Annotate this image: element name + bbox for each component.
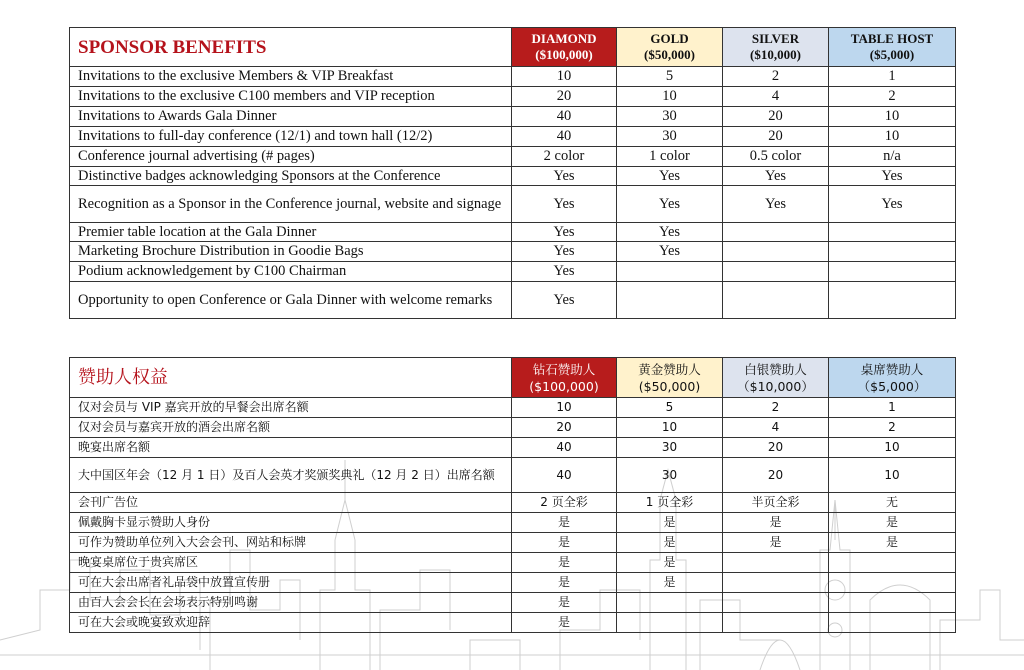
benefit-label: 可作为赞助单位列入大会会刊、网站和标牌 (70, 533, 512, 553)
value-diamond: 40 (512, 458, 617, 493)
benefit-label: 会刊广告位 (70, 493, 512, 513)
table-header-row (70, 358, 956, 398)
value-silver (723, 282, 829, 319)
benefit-label: 仅对会员与 VIP 嘉宾开放的早餐会出席名额 (70, 398, 512, 418)
value-diamond: 40 (512, 127, 617, 147)
table-body (70, 398, 956, 633)
benefit-label: 晚宴桌席位于贵宾席区 (70, 553, 512, 573)
value-silver: 4 (723, 418, 829, 438)
table-row (70, 513, 956, 533)
value-gold (617, 593, 723, 613)
benefit-label: Premier table location at the Gala Dinner (70, 223, 512, 242)
value-diamond: 10 (512, 398, 617, 418)
value-table-host (829, 223, 956, 242)
benefit-label: 由百人会会长在会场表示特别鸣谢 (70, 593, 512, 613)
value-gold: 5 (617, 67, 723, 87)
value-diamond: 是 (512, 613, 617, 633)
value-silver (723, 553, 829, 573)
value-diamond: Yes (512, 262, 617, 282)
value-table-host (829, 282, 956, 319)
value-gold (617, 613, 723, 633)
value-table-host: 2 (829, 87, 956, 107)
value-table-host (829, 242, 956, 262)
value-gold: Yes (617, 242, 723, 262)
value-silver: 是 (723, 533, 829, 553)
table-row (70, 613, 956, 633)
value-silver: 20 (723, 458, 829, 493)
benefit-label: 晚宴出席名额 (70, 438, 512, 458)
tier-price: ($50,000) (638, 378, 701, 394)
benefit-label: Invitations to the exclusive C100 members and VIP reception (70, 87, 512, 107)
table-row (70, 418, 956, 438)
value-gold: 30 (617, 458, 723, 493)
value-gold: 30 (617, 438, 723, 458)
table-row (70, 127, 956, 147)
benefit-label: Invitations to the exclusive Members & VIP Breakfast (70, 67, 512, 87)
value-table-host (829, 573, 956, 593)
value-silver (723, 223, 829, 242)
table-row (70, 398, 956, 418)
value-diamond: 是 (512, 513, 617, 533)
value-diamond: 是 (512, 553, 617, 573)
tier-price: （$5,000） (857, 378, 927, 394)
value-table-host: Yes (829, 167, 956, 186)
table-row (70, 458, 956, 493)
value-table-host: 10 (829, 107, 956, 127)
value-table-host: 无 (829, 493, 956, 513)
value-table-host (829, 593, 956, 613)
value-table-host (829, 262, 956, 282)
tier-price: ($5,000) (869, 47, 915, 62)
sponsor-benefits-table-chinese (69, 357, 956, 633)
table-row (70, 107, 956, 127)
value-diamond: 2 页全彩 (512, 493, 617, 513)
table-row (70, 147, 956, 167)
tier-name: 白银赞助人 (744, 361, 807, 377)
table-title: 赞助人权益 (70, 358, 512, 398)
value-diamond: 20 (512, 87, 617, 107)
benefit-label: 大中国区年会（12 月 1 日）及百人会英才奖颁奖典礼（12 月 2 日）出席名额 (70, 458, 512, 493)
tier-price: ($100,000) (535, 47, 593, 62)
tier-name: GOLD (650, 31, 689, 46)
benefit-label: 佩戴胸卡显示赞助人身份 (70, 513, 512, 533)
value-table-host: n/a (829, 147, 956, 167)
tier-name: 桌席赞助人 (860, 361, 924, 377)
tier-price: ($50,000) (644, 47, 695, 62)
value-table-host: 1 (829, 67, 956, 87)
value-silver: 20 (723, 438, 829, 458)
value-silver (723, 262, 829, 282)
table-title: SPONSOR BENEFITS (70, 28, 512, 67)
value-table-host: Yes (829, 186, 956, 223)
value-diamond: Yes (512, 167, 617, 186)
table-row (70, 593, 956, 613)
value-gold: 是 (617, 513, 723, 533)
value-gold: 1 color (617, 147, 723, 167)
value-silver: Yes (723, 186, 829, 223)
value-silver: 2 (723, 398, 829, 418)
value-gold: 10 (617, 418, 723, 438)
tier-name: SILVER (751, 31, 800, 46)
value-gold: 是 (617, 573, 723, 593)
table-header-row (70, 28, 956, 67)
value-table-host: 是 (829, 533, 956, 553)
value-silver: 2 (723, 67, 829, 87)
tier-header-table-host (829, 358, 956, 398)
value-gold: Yes (617, 223, 723, 242)
table-row (70, 573, 956, 593)
tier-header-diamond (512, 358, 617, 398)
tier-header-diamond (512, 28, 617, 67)
value-table-host: 10 (829, 127, 956, 147)
value-gold: Yes (617, 186, 723, 223)
value-silver (723, 573, 829, 593)
benefit-label: Marketing Brochure Distribution in Goodie Bags (70, 242, 512, 262)
value-diamond: 2 color (512, 147, 617, 167)
value-gold: 10 (617, 87, 723, 107)
tier-name: 钻石赞助人 (532, 361, 596, 377)
table-row (70, 553, 956, 573)
tier-header-silver (723, 28, 829, 67)
tier-price: ($100,000) (529, 378, 599, 394)
value-silver: 0.5 color (723, 147, 829, 167)
value-gold: 30 (617, 127, 723, 147)
tier-name: 黄金赞助人 (638, 361, 701, 377)
value-table-host: 是 (829, 513, 956, 533)
table-body (70, 67, 956, 319)
table-row (70, 262, 956, 282)
value-silver (723, 242, 829, 262)
value-silver: Yes (723, 167, 829, 186)
value-silver (723, 613, 829, 633)
table-row (70, 87, 956, 107)
sponsor-benefits-table-english (69, 27, 956, 319)
value-diamond: 是 (512, 593, 617, 613)
benefit-label: Distinctive badges acknowledging Sponsors at the Conference (70, 167, 512, 186)
table-row (70, 493, 956, 513)
value-table-host: 10 (829, 458, 956, 493)
value-gold: 是 (617, 533, 723, 553)
tier-price: （$10,000） (737, 378, 814, 394)
table-row (70, 223, 956, 242)
benefit-label: 可在大会出席者礼品袋中放置宣传册 (70, 573, 512, 593)
value-table-host: 10 (829, 438, 956, 458)
value-diamond: 40 (512, 107, 617, 127)
benefit-label: Invitations to Awards Gala Dinner (70, 107, 512, 127)
value-table-host: 1 (829, 398, 956, 418)
value-diamond: 是 (512, 573, 617, 593)
value-gold (617, 262, 723, 282)
benefit-label: Opportunity to open Conference or Gala Dinner with welcome remarks (70, 282, 512, 319)
value-table-host (829, 553, 956, 573)
tier-header-silver (723, 358, 829, 398)
value-silver: 半页全彩 (723, 493, 829, 513)
table-row (70, 186, 956, 223)
benefit-label: 可在大会或晚宴致欢迎辞 (70, 613, 512, 633)
value-diamond: Yes (512, 223, 617, 242)
table-row (70, 533, 956, 553)
tier-header-gold (617, 28, 723, 67)
value-silver (723, 593, 829, 613)
value-silver: 20 (723, 107, 829, 127)
benefit-label: Conference journal advertising (# pages) (70, 147, 512, 167)
value-gold: 30 (617, 107, 723, 127)
value-silver: 是 (723, 513, 829, 533)
tier-name: DIAMOND (531, 31, 597, 46)
value-diamond: 40 (512, 438, 617, 458)
value-diamond: Yes (512, 186, 617, 223)
table-row (70, 438, 956, 458)
table-row (70, 242, 956, 262)
value-gold: 5 (617, 398, 723, 418)
value-diamond: Yes (512, 242, 617, 262)
tier-name: TABLE HOST (850, 31, 934, 46)
value-gold: 1 页全彩 (617, 493, 723, 513)
table-row (70, 167, 956, 186)
value-diamond: Yes (512, 282, 617, 319)
table-row (70, 282, 956, 319)
value-table-host (829, 613, 956, 633)
tier-price: ($10,000) (750, 47, 801, 62)
value-gold: 是 (617, 553, 723, 573)
tier-header-table-host (829, 28, 956, 67)
value-diamond: 20 (512, 418, 617, 438)
value-gold: Yes (617, 167, 723, 186)
value-table-host: 2 (829, 418, 956, 438)
value-silver: 20 (723, 127, 829, 147)
benefit-label: Podium acknowledgement by C100 Chairman (70, 262, 512, 282)
tier-header-gold (617, 358, 723, 398)
value-silver: 4 (723, 87, 829, 107)
value-diamond: 10 (512, 67, 617, 87)
benefit-label: Recognition as a Sponsor in the Conference journal, website and signage (70, 186, 512, 223)
table-row (70, 67, 956, 87)
benefit-label: Invitations to full-day conference (12/1) and town hall (12/2) (70, 127, 512, 147)
value-gold (617, 282, 723, 319)
benefit-label: 仅对会员与嘉宾开放的酒会出席名额 (70, 418, 512, 438)
value-diamond: 是 (512, 533, 617, 553)
